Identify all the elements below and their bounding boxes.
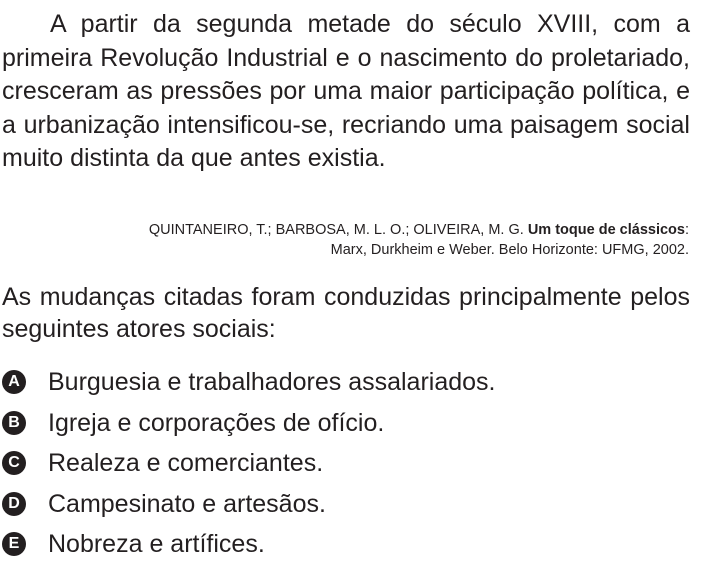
answer-options (0, 362, 700, 565)
citation-authors: QUINTANEIRO, T.; BARBOSA, M. L. O.; OLIVEIRA, M. G. (148, 222, 524, 238)
option-b-text: Igreja e corporações de ofício. (48, 408, 385, 437)
option-d-text: Campesinato e artesãos. (48, 489, 326, 518)
option-c-letter-badge: C (2, 451, 26, 475)
option-e[interactable] (0, 524, 700, 565)
option-b[interactable] (0, 403, 700, 444)
option-b-letter-badge: B (2, 411, 26, 435)
question-stem: As mudanças citadas foram conduzidas principalmente pelos seguintes atores sociais: (2, 283, 690, 343)
citation-title: Um toque de clássicos (527, 222, 685, 238)
option-e-text: Nobreza e artífices. (48, 530, 265, 559)
citation (29, 220, 689, 260)
option-a-text: Burguesia e trabalhadores assalariados. (48, 368, 496, 397)
option-a[interactable] (0, 362, 700, 403)
citation-colon: : (684, 222, 689, 238)
option-c[interactable] (0, 443, 700, 484)
option-a-letter-badge: A (2, 370, 26, 394)
option-d-letter-badge: D (2, 492, 26, 516)
passage-text: A partir da segunda metade do século XVIII, com a primeira Revolução Industrial e o nascimento do proletariado, cresceram as pressões por uma maior participação política, e a urbanização intensificou-se, recriando uma paisagem social muito distinta da que antes existia. (2, 10, 690, 172)
citation-publication: Marx, Durkheim e Weber. Belo Horizonte: UFMG, 2002. (330, 242, 689, 258)
option-e-letter-badge: E (2, 532, 26, 556)
option-d[interactable] (0, 484, 700, 525)
option-c-text: Realeza e comerciantes. (48, 449, 324, 478)
